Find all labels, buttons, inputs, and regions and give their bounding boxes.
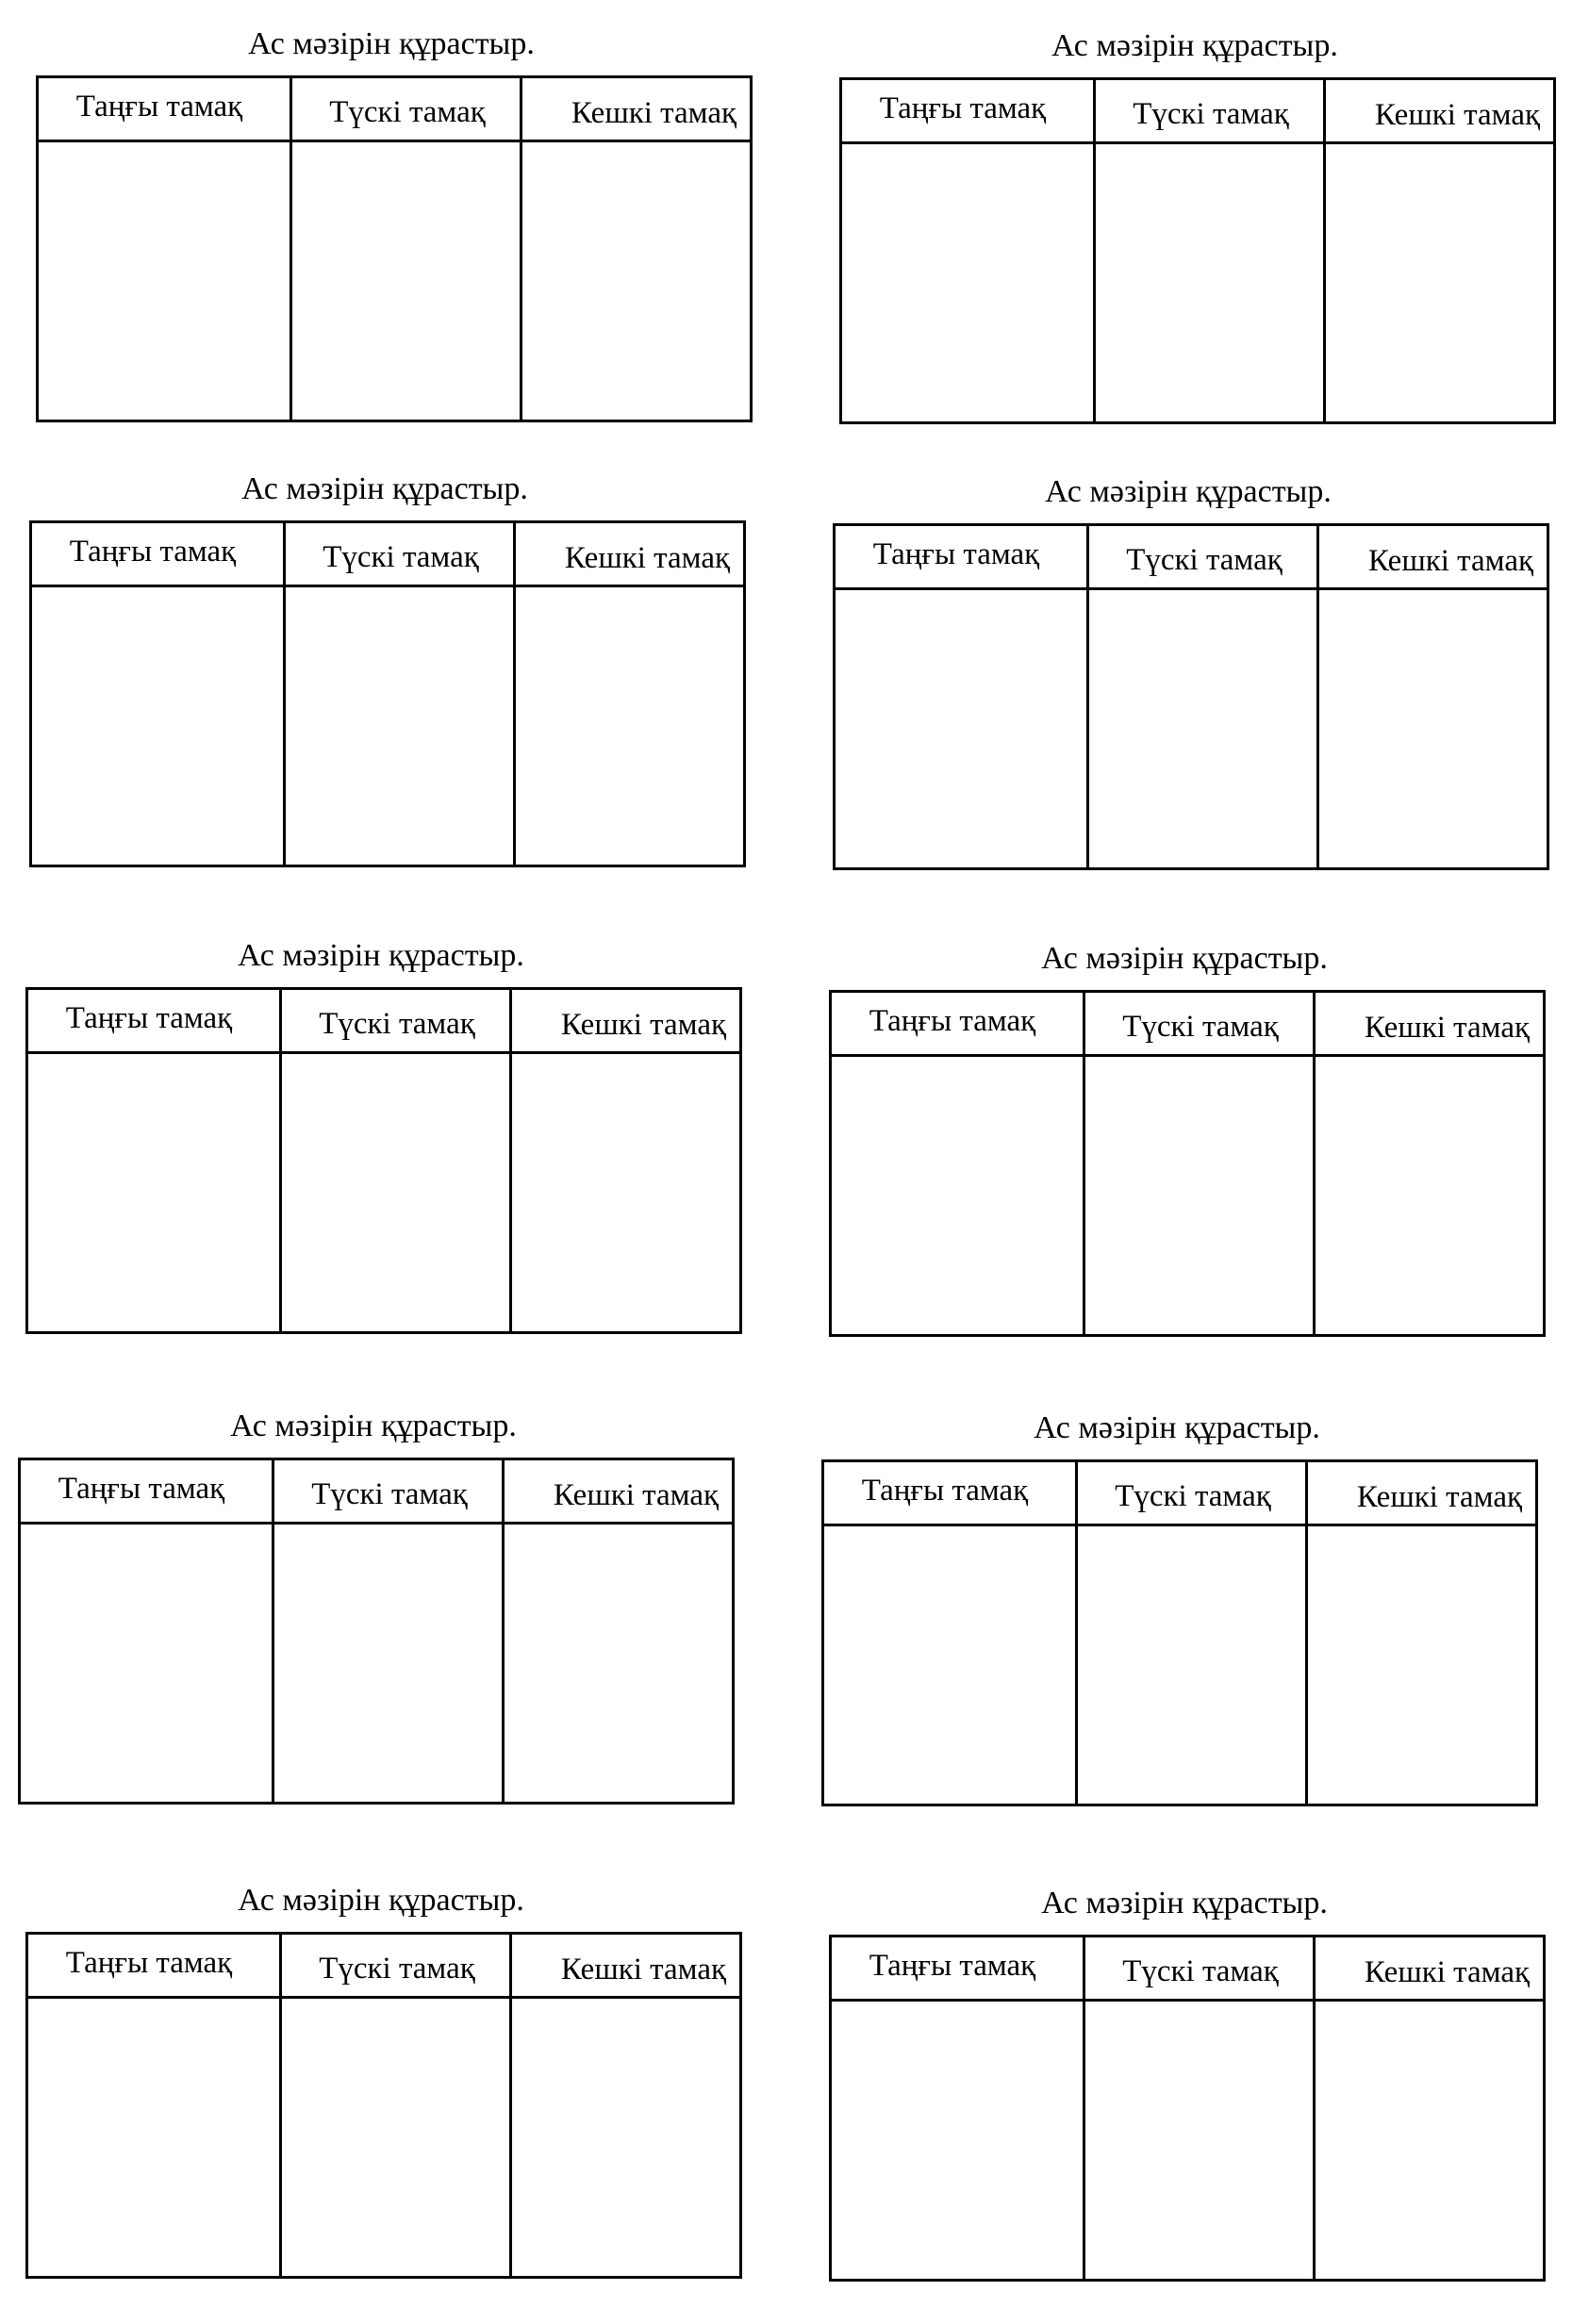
dinner-header: Кешкі тамақ [1316, 1937, 1543, 2002]
lunch-header: Түскі тамақ [286, 523, 516, 587]
lunch-cell[interactable] [1085, 1057, 1316, 1334]
dinner-column [520, 78, 750, 420]
lunch-header: Түскі тамақ [1078, 1462, 1308, 1526]
lunch-header: Түскі тамақ [1085, 993, 1316, 1057]
menu-card-5 [18, 931, 744, 1345]
breakfast-column [842, 80, 1093, 421]
breakfast-column [832, 1937, 1083, 2279]
breakfast-column [21, 1460, 272, 1802]
lunch-column [1086, 526, 1319, 867]
dinner-cell[interactable] [1316, 1057, 1543, 1334]
breakfast-cell[interactable] [836, 590, 1086, 867]
dinner-cell[interactable] [512, 1999, 739, 2276]
dinner-cell[interactable] [512, 1054, 739, 1331]
lunch-header: Түскі тамақ [274, 1460, 505, 1525]
lunch-header: Түскі тамақ [282, 1935, 512, 1999]
menu-table [25, 987, 742, 1334]
breakfast-column [28, 1935, 279, 2276]
dinner-cell[interactable] [1308, 1526, 1535, 1804]
menu-card-8 [814, 1403, 1540, 1818]
menu-card-6 [821, 933, 1548, 1348]
lunch-column [1093, 80, 1326, 421]
lunch-header: Түскі тамақ [292, 78, 522, 142]
menu-card-10 [821, 1878, 1548, 2293]
lunch-column [1083, 993, 1316, 1334]
card-title: Ас мәзірін құрастыр. [248, 26, 535, 61]
dinner-column [509, 1935, 739, 2276]
lunch-column [279, 990, 512, 1331]
dinner-column [1323, 80, 1553, 421]
lunch-cell[interactable] [292, 142, 522, 420]
dinner-header: Кешкі тамақ [512, 1935, 739, 1999]
dinner-cell[interactable] [522, 142, 750, 420]
card-title: Ас мәзірін құрастыр. [1051, 28, 1338, 63]
breakfast-header: Таңғы тамақ [21, 1460, 272, 1525]
dinner-header: Кешкі тамақ [1319, 526, 1547, 590]
dinner-column [509, 990, 739, 1331]
dinner-column [1313, 1937, 1543, 2279]
dinner-header: Кешкі тамақ [1308, 1462, 1535, 1526]
lunch-cell[interactable] [286, 587, 516, 865]
dinner-cell[interactable] [1316, 2002, 1543, 2279]
menu-table [829, 1935, 1546, 2282]
menu-table [839, 77, 1556, 424]
breakfast-column [832, 993, 1083, 1334]
lunch-cell[interactable] [1085, 2002, 1316, 2279]
breakfast-cell[interactable] [39, 142, 290, 420]
menu-card-7 [10, 1401, 737, 1816]
card-title: Ас мәзірін құрастыр. [1041, 1886, 1328, 1920]
menu-table [36, 75, 753, 422]
lunch-column [272, 1460, 505, 1802]
breakfast-cell[interactable] [842, 144, 1093, 421]
breakfast-cell[interactable] [832, 2002, 1083, 2279]
menu-card-2 [832, 21, 1558, 436]
card-title: Ас мәзірін құрастыр. [238, 938, 524, 973]
lunch-cell[interactable] [282, 1054, 512, 1331]
breakfast-header: Таңғы тамақ [832, 1937, 1083, 2002]
breakfast-cell[interactable] [832, 1057, 1083, 1334]
dinner-column [1313, 993, 1543, 1334]
lunch-column [290, 78, 522, 420]
lunch-column [283, 523, 516, 865]
dinner-column [513, 523, 743, 865]
breakfast-cell[interactable] [32, 587, 283, 865]
menu-table [18, 1458, 735, 1805]
dinner-header: Кешкі тамақ [522, 78, 750, 142]
breakfast-cell[interactable] [28, 1999, 279, 2276]
lunch-column [1083, 1937, 1316, 2279]
dinner-column [1316, 526, 1547, 867]
dinner-header: Кешкі тамақ [516, 523, 743, 587]
dinner-cell[interactable] [1326, 144, 1553, 421]
lunch-column [1075, 1462, 1308, 1804]
card-title: Ас мәзірін құрастыр. [1045, 474, 1332, 509]
menu-table [29, 520, 746, 867]
lunch-cell[interactable] [1078, 1526, 1308, 1804]
menu-card-3 [22, 464, 748, 879]
dinner-header: Кешкі тамақ [505, 1460, 732, 1525]
menu-table [829, 990, 1546, 1337]
lunch-header: Түскі тамақ [1096, 80, 1326, 144]
menu-table [821, 1459, 1538, 1806]
lunch-cell[interactable] [1096, 144, 1326, 421]
breakfast-header: Таңғы тамақ [824, 1462, 1075, 1526]
breakfast-column [28, 990, 279, 1331]
card-title: Ас мәзірін құрастыр. [230, 1409, 517, 1443]
dinner-column [1305, 1462, 1535, 1804]
lunch-cell[interactable] [282, 1999, 512, 2276]
lunch-cell[interactable] [1089, 590, 1319, 867]
dinner-column [502, 1460, 732, 1802]
dinner-cell[interactable] [516, 587, 743, 865]
breakfast-header: Таңғы тамақ [39, 78, 290, 142]
lunch-column [279, 1935, 512, 2276]
menu-card-4 [825, 467, 1551, 882]
lunch-header: Түскі тамақ [1089, 526, 1319, 590]
breakfast-header: Таңғы тамақ [836, 526, 1086, 590]
breakfast-cell[interactable] [28, 1054, 279, 1331]
card-title: Ас мәзірін құрастыр. [1041, 941, 1328, 976]
card-title: Ас мәзірін құрастыр. [238, 1883, 524, 1918]
menu-table [833, 523, 1549, 870]
lunch-header: Түскі тамақ [1085, 1937, 1316, 2002]
lunch-header: Түскі тамақ [282, 990, 512, 1054]
menu-card-1 [28, 19, 754, 434]
breakfast-header: Таңғы тамақ [28, 990, 279, 1054]
dinner-cell[interactable] [1319, 590, 1547, 867]
breakfast-header: Таңғы тамақ [28, 1935, 279, 1999]
breakfast-header: Таңғы тамақ [32, 523, 283, 587]
breakfast-column [39, 78, 290, 420]
breakfast-header: Таңғы тамақ [832, 993, 1083, 1057]
dinner-header: Кешкі тамақ [1316, 993, 1543, 1057]
menu-card-9 [18, 1875, 744, 2290]
breakfast-column [836, 526, 1086, 867]
breakfast-cell[interactable] [824, 1526, 1075, 1804]
menu-table [25, 1932, 742, 2279]
dinner-header: Кешкі тамақ [1326, 80, 1553, 144]
breakfast-column [32, 523, 283, 865]
breakfast-column [824, 1462, 1075, 1804]
dinner-header: Кешкі тамақ [512, 990, 739, 1054]
card-title: Ас мәзірін құрастыр. [1034, 1410, 1320, 1445]
lunch-cell[interactable] [274, 1525, 505, 1802]
breakfast-header: Таңғы тамақ [842, 80, 1093, 144]
card-title: Ас мәзірін құрастыр. [241, 471, 528, 506]
dinner-cell[interactable] [505, 1525, 732, 1802]
breakfast-cell[interactable] [21, 1525, 272, 1802]
